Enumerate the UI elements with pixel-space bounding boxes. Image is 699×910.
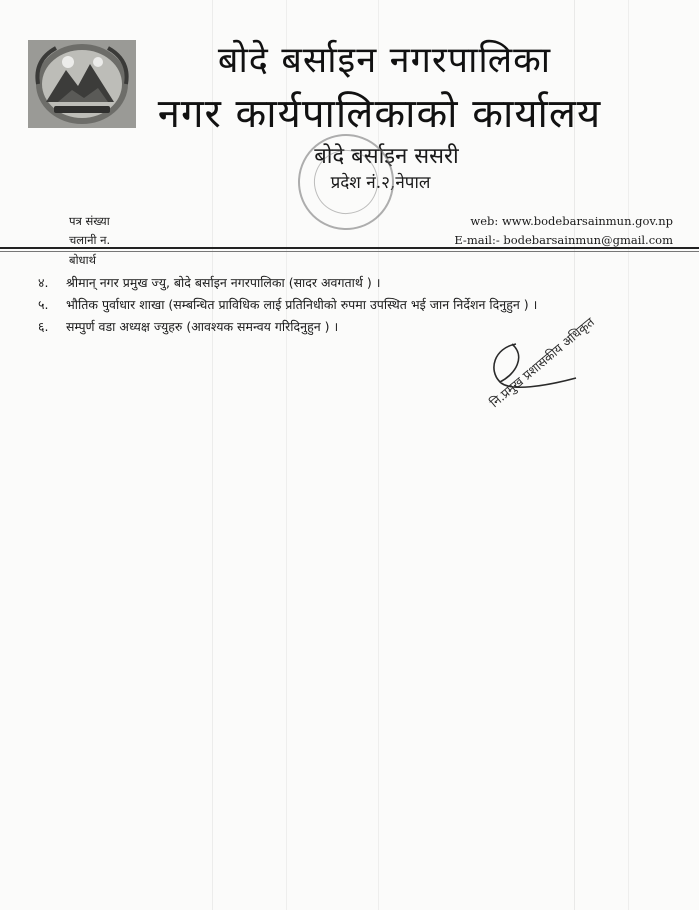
website: web: www.bodebarsainmun.gov.np: [470, 214, 673, 228]
header-divider-thin: [0, 251, 699, 252]
list-item-number: ४.: [38, 275, 49, 290]
section-label: बोधार्थ: [69, 253, 96, 267]
list-item-text: सम्पुर्ण वडा अध्यक्ष ज्युहरु (आवश्यक समन्वय गरिदिनुहुन ) ।: [66, 319, 339, 334]
office-seal-ring: [306, 142, 387, 223]
list-item-text: श्रीमान् नगर प्रमुख ज्यु, बोदे बर्साइन नगरपालिका (सादर अवगतार्थ ) ।: [66, 275, 381, 290]
dispatch-number-label: चलानी न.: [69, 233, 111, 247]
list-item: [38, 296, 537, 313]
signatory-title: नि.प्रमुख प्रशासकीय अधिकृत: [486, 314, 598, 411]
email: E-mail:- bodebarsainmun@gmail.com: [454, 233, 673, 247]
list-item: [38, 318, 338, 335]
list-item-number: ५.: [38, 297, 49, 312]
letter-number-label: पत्र संख्या: [69, 214, 110, 228]
office-name: नगर कार्यपालिकाको कार्यालय: [157, 91, 602, 137]
address-line-2: प्रदेश नं.२,नेपाल: [330, 173, 431, 193]
list-item-number: ६.: [38, 319, 49, 334]
municipality-name: बोदे बर्साइन नगरपालिका: [217, 40, 552, 81]
list-item: [38, 274, 380, 291]
list-item-text: भौतिक पुर्वाधार शाखा (सम्बन्धित प्राविधिक लाई प्रतिनिधीको रुपमा उपस्थित भई जान निर्देशन दिनुहुन ) ।: [66, 297, 538, 312]
address-line-1: बोदे बर्साइन ससरी: [314, 144, 459, 169]
header-divider: [0, 247, 699, 249]
